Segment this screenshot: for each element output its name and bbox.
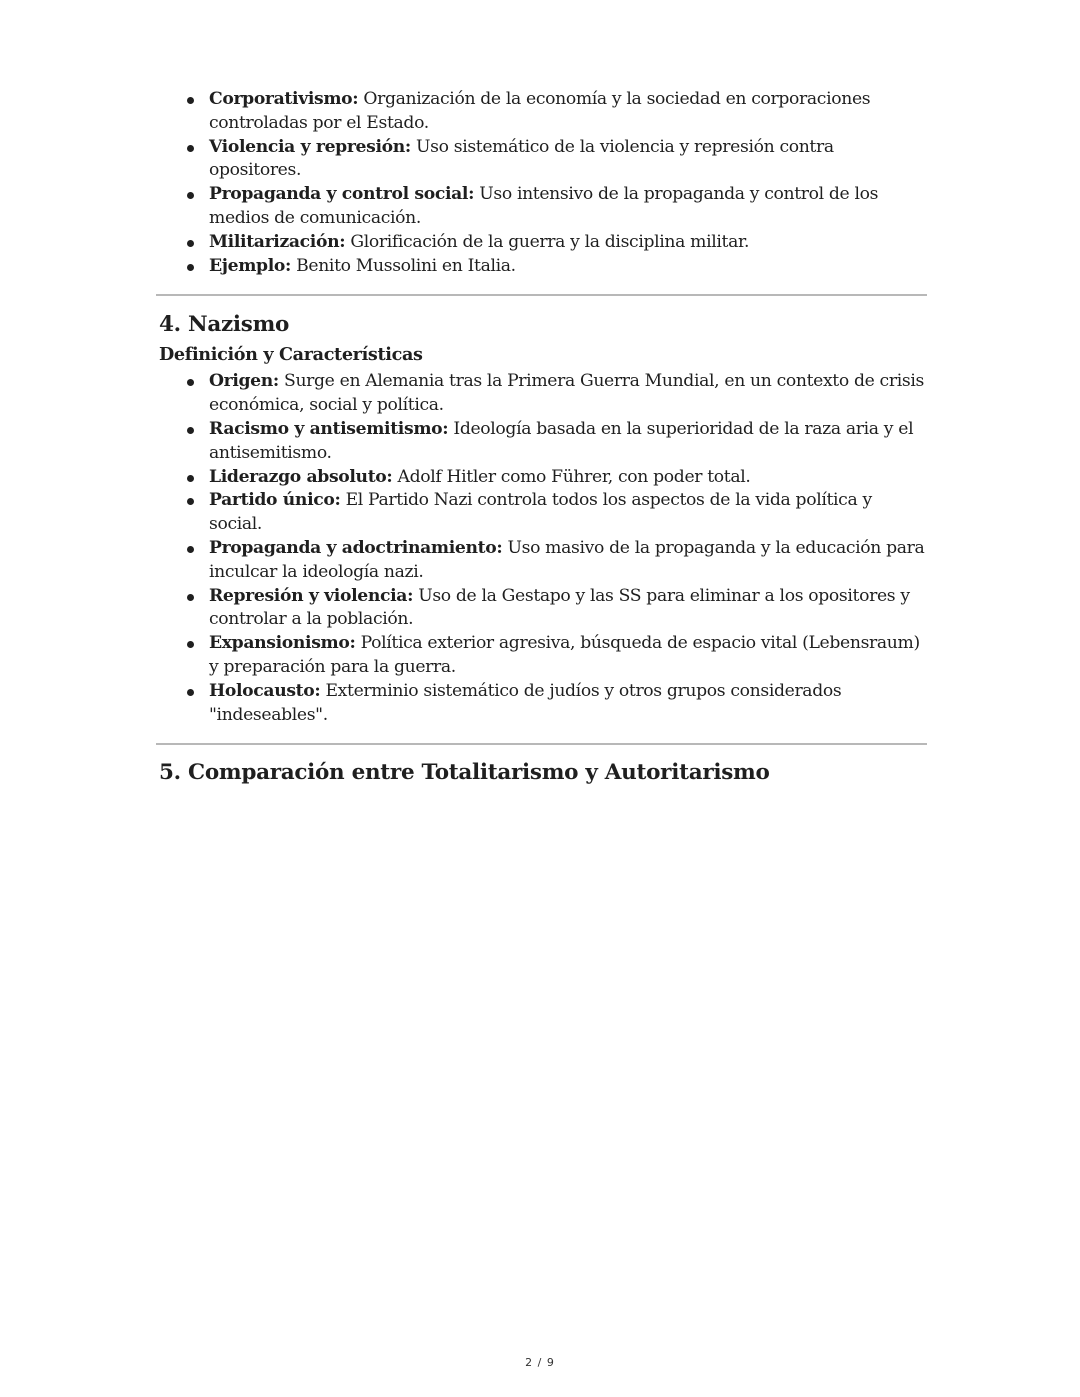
bullet-icon	[187, 240, 194, 247]
list-item-text: Uso intensivo de la propaganda y control de los medios de comunicación.	[209, 184, 879, 228]
list-item	[209, 632, 925, 680]
section-heading-comparacion: 5. Comparación entre Totalitarismo y Autoritarismo	[159, 760, 770, 786]
list-item-term: Ejemplo:	[209, 255, 291, 276]
bullet-icon	[187, 97, 194, 104]
list-item-term: Propaganda y control social:	[209, 184, 475, 205]
list-item	[209, 680, 925, 728]
section-divider	[156, 743, 927, 745]
bullet-icon	[187, 689, 194, 696]
bullet-icon	[187, 546, 194, 553]
list-item-term: Partido único:	[209, 490, 341, 511]
list-item	[209, 231, 925, 255]
list-item-term: Violencia y represión:	[209, 136, 411, 157]
section-divider	[156, 294, 927, 296]
list-item-term: Corporativismo:	[209, 89, 359, 109]
list-item-text: Organización de la economía y la sociedad en corporaciones controladas por el Estado.	[209, 89, 871, 133]
list-item-text: Benito Mussolini en Italia.	[291, 255, 516, 276]
list-item-term: Expansionismo:	[209, 633, 356, 654]
fascism-characteristics-list	[159, 88, 925, 278]
bullet-icon	[187, 498, 194, 505]
bullet-icon	[187, 264, 194, 271]
list-item-text: Política exterior agresiva, búsqueda de espacio vital (Lebensraum) y preparación para la guerra.	[209, 633, 920, 677]
document-page	[159, 88, 925, 788]
list-item	[209, 537, 925, 585]
list-item-text: Surge en Alemania tras la Primera Guerra Mundial, en un contexto de crisis económica, social y política.	[209, 371, 924, 416]
subsection-heading: Definición y Características	[159, 344, 423, 366]
list-item-term: Represión y violencia:	[209, 585, 414, 606]
bullet-icon	[187, 475, 194, 482]
list-item-term: Holocausto:	[209, 680, 321, 701]
bullet-icon	[187, 192, 194, 199]
nazism-characteristics-list	[159, 370, 925, 727]
list-item-text: Adolf Hitler como Führer, con poder total.	[392, 466, 751, 487]
list-item-text: Uso de la Gestapo y las SS para eliminar a los opositores y controlar a la población.	[209, 585, 910, 630]
list-item-text: Exterminio sistemático de judíos y otros grupos considerados "indeseables".	[209, 680, 842, 725]
list-item	[209, 136, 925, 184]
list-item-term: Racismo y antisemitismo:	[209, 418, 449, 439]
list-item-term: Propaganda y adoctrinamiento:	[209, 537, 503, 558]
list-item-text: Ideología basada en la superioridad de la raza aria y el antisemitismo.	[209, 418, 914, 463]
list-item	[209, 466, 925, 490]
page-number: 2 / 9	[525, 1356, 555, 1369]
list-item	[209, 370, 925, 418]
bullet-icon	[187, 145, 194, 152]
bullet-icon	[187, 379, 194, 386]
list-item-term: Militarización:	[209, 231, 346, 252]
list-item	[209, 255, 925, 279]
bullet-icon	[187, 594, 194, 601]
list-item-term: Liderazgo absoluto:	[209, 466, 393, 487]
list-item-term: Origen:	[209, 371, 279, 392]
list-item-text: Uso sistemático de la violencia y represión contra opositores.	[209, 136, 834, 181]
section-heading-nazismo: 4. Nazismo	[159, 312, 290, 338]
bullet-icon	[187, 641, 194, 648]
list-item	[209, 88, 925, 136]
list-item	[209, 183, 925, 231]
list-item-text: Glorificación de la guerra y la disciplina militar.	[345, 231, 750, 252]
list-item-text: El Partido Nazi controla todos los aspectos de la vida política y social.	[209, 490, 872, 535]
list-item-text: Uso masivo de la propaganda y la educación para inculcar la ideología nazi.	[209, 537, 925, 582]
list-item	[209, 489, 925, 537]
bullet-icon	[187, 427, 194, 434]
list-item	[209, 585, 925, 633]
list-item	[209, 418, 925, 466]
